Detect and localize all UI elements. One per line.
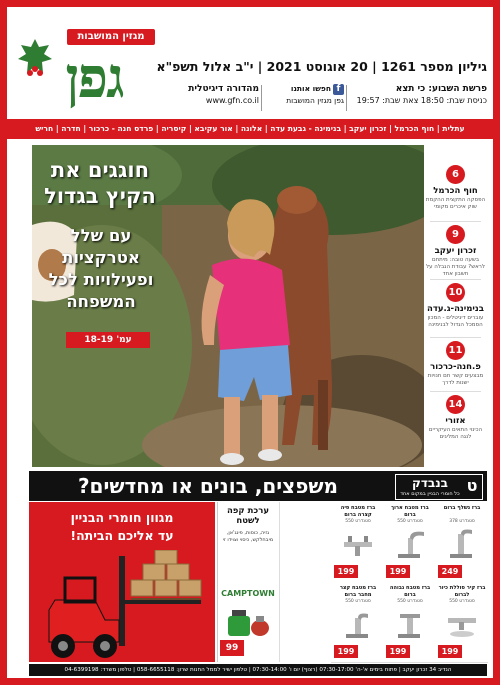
faucet-icon bbox=[392, 608, 428, 638]
facebook-page-name: גפן מגזין המושבות bbox=[286, 96, 344, 105]
facebook-info[interactable] bbox=[264, 83, 344, 107]
product-sub: סטנדרט 550 bbox=[397, 519, 423, 524]
sidebar-item-desc: הפסקה התקצית ההקמת שוק איכרים מקומי bbox=[425, 197, 486, 210]
sidebar-item[interactable] bbox=[424, 165, 487, 211]
magazine-logo[interactable] bbox=[17, 29, 157, 115]
forklift-illustration bbox=[35, 550, 209, 660]
sidebar-item-title: אזורי bbox=[445, 416, 466, 426]
faucet-icon bbox=[444, 608, 480, 638]
product-sub: סטנדרט 550 bbox=[397, 599, 423, 604]
product-card[interactable] bbox=[383, 502, 436, 583]
facebook-label: חפשו אותנו bbox=[290, 84, 331, 93]
divider bbox=[261, 85, 262, 111]
faucet-icon bbox=[340, 528, 376, 558]
advertiser-mark-icon: ט bbox=[466, 476, 478, 495]
price-tag: 249 bbox=[438, 565, 462, 578]
coffee-kit-brand: CAMPTOWN bbox=[221, 589, 275, 598]
product-card[interactable] bbox=[383, 582, 436, 663]
digital-label: מהדורה דיגיטלית bbox=[188, 84, 259, 94]
sidebar-item-title: זכרון יעקב bbox=[434, 246, 477, 256]
faucet-icon bbox=[340, 608, 376, 638]
hero-subheadline: עם שלל אטרקציות ופעילויות לכל המשפחה bbox=[48, 226, 154, 311]
product-sub: סטנדרט 550 bbox=[449, 599, 475, 604]
product-card[interactable] bbox=[435, 582, 488, 663]
ad-body bbox=[29, 502, 487, 662]
product-title: ברז מטבח קצר מחבר ברום bbox=[339, 585, 377, 598]
sidebar-item-title: בנימינה-ג.עדה bbox=[427, 304, 484, 314]
sidebar-item-desc: הכינוי התאים העיקריים לנגה המליגים bbox=[428, 427, 483, 440]
product-card[interactable] bbox=[331, 502, 384, 583]
divider bbox=[430, 221, 481, 222]
ad-headline-bar[interactable] bbox=[29, 471, 487, 501]
camping-stove-icon bbox=[224, 602, 272, 638]
product-card[interactable] bbox=[435, 502, 488, 583]
region-nav-bar[interactable]: עתלית | חוף הכרמל | זכרון יעקב | בנימינה - גבעת עדה | אלונה | אור עקיבא | קיסריה | פרדס חנה - כרכור | חדרה | חריש bbox=[7, 119, 493, 139]
sidebar-item-desc: בשעה טובה: מיתחם לראש? עבודת הגבלה על חשבון אחד bbox=[425, 257, 486, 277]
hero-headline: חוגגים את הקיץ בגדול bbox=[44, 158, 156, 208]
coffee-kit-offer[interactable] bbox=[217, 502, 278, 662]
divider bbox=[430, 337, 481, 338]
facebook-icon: f bbox=[333, 84, 344, 95]
promo-line-1: מגוון חומרי הבניין bbox=[70, 510, 174, 525]
product-title: ברז מטבח ארוך ברום bbox=[391, 505, 429, 518]
issue-line: גיליון מספר 1261 | 20 אוגוסט 2021 | י"ב אלול תשפ"א bbox=[156, 59, 487, 74]
advertiser-name: בנבדק bbox=[412, 476, 448, 490]
sidebar-item-desc: עוברים דיגיטלים - המכון הסמכל הגדול לבנימינה bbox=[427, 315, 484, 328]
sidebar-item-title: פ.חנה-כרכור bbox=[430, 362, 481, 372]
grid-spacer bbox=[279, 502, 332, 662]
sidebar-index bbox=[424, 145, 487, 467]
sidebar-item-desc: מבצעים קשר חם חנויות ישנות לדרך bbox=[427, 373, 484, 386]
advertiser-tagline: כל חומרי הבניין במקום אחד bbox=[400, 491, 460, 497]
hero-section[interactable] bbox=[32, 145, 424, 467]
digital-edition-info[interactable] bbox=[169, 83, 259, 107]
page-number-badge: 11 bbox=[446, 341, 465, 360]
divider bbox=[346, 85, 347, 111]
sidebar-item[interactable] bbox=[424, 341, 487, 387]
price-tag: 199 bbox=[334, 645, 358, 658]
cover-inner bbox=[7, 7, 493, 678]
product-title: ברז נשלף ברום bbox=[443, 505, 481, 511]
price-tag: 199 bbox=[386, 565, 410, 578]
product-title: ברז מטבח גבוהה ברום bbox=[389, 585, 431, 598]
price-tag: 199 bbox=[386, 645, 410, 658]
parasha-label: פרשת השבוע: כי תצא bbox=[395, 84, 487, 94]
product-title: ברז מטבח פיה קצרה ברום bbox=[340, 505, 376, 518]
coffee-kit-title: ערכת קפה לשטח bbox=[226, 506, 270, 526]
coffee-kit-desc: גזיה, כוסות, פינג'אן, מיבחלקש, כיסוי וצוידו זי bbox=[222, 530, 274, 543]
product-sub: סטנדרט 550 bbox=[345, 599, 371, 604]
page-number-badge: 10 bbox=[446, 283, 465, 302]
product-sub: סטנדרט 550 bbox=[345, 519, 371, 524]
faucet-icon bbox=[444, 528, 480, 558]
page-number-badge: 6 bbox=[446, 165, 465, 184]
ad-headline: משפצים, בונים או מחדשים? bbox=[77, 474, 339, 498]
sidebar-item[interactable] bbox=[424, 395, 487, 441]
advertiser-logo bbox=[395, 474, 483, 500]
website-link[interactable]: www.gfn.co.il bbox=[205, 96, 259, 105]
shabbat-times: כניסת שבת: 18:50 צאת שבת: 19:57 bbox=[356, 96, 487, 105]
sidebar-item[interactable] bbox=[424, 283, 487, 329]
product-title: ברז קיר סוללת כיור לברום bbox=[438, 585, 486, 598]
delivery-promo[interactable] bbox=[29, 502, 215, 662]
promo-line-2: עד אליכם הביתה! bbox=[70, 528, 174, 543]
divider bbox=[430, 279, 481, 280]
sidebar-item-title: חוף הכרמל bbox=[433, 186, 478, 196]
divider bbox=[430, 391, 481, 392]
faucet-icon bbox=[392, 528, 428, 558]
price-tag: 199 bbox=[438, 645, 462, 658]
page-number-badge: 9 bbox=[446, 225, 465, 244]
product-sub: סטנדרט 378 bbox=[449, 519, 475, 524]
price-tag: 199 bbox=[334, 565, 358, 578]
masthead bbox=[7, 7, 493, 119]
logo-tagline: מגזין המושבות bbox=[67, 29, 155, 45]
hero-page-reference[interactable]: עמ' 18-19 bbox=[66, 332, 150, 348]
shabbat-info bbox=[349, 83, 487, 107]
product-card[interactable] bbox=[331, 582, 384, 663]
page-number-badge: 14 bbox=[446, 395, 465, 414]
store-info-footer: הנדיב 34 זכרון יעקב | פתוח בימים א'-ה' 07:30-17:00 (רצוף) יום ו' 07:30-14:00 | טלפון ישיר לממל החנות שרון: 058-6655118 | טלפון משרד: 04-6399198 bbox=[29, 664, 487, 676]
price-tag: 99 bbox=[220, 640, 244, 656]
logo-wordmark: גפן bbox=[65, 45, 123, 111]
sidebar-item[interactable] bbox=[424, 225, 487, 278]
masthead-info-row bbox=[167, 83, 487, 113]
faucet-product-grid bbox=[279, 502, 487, 662]
